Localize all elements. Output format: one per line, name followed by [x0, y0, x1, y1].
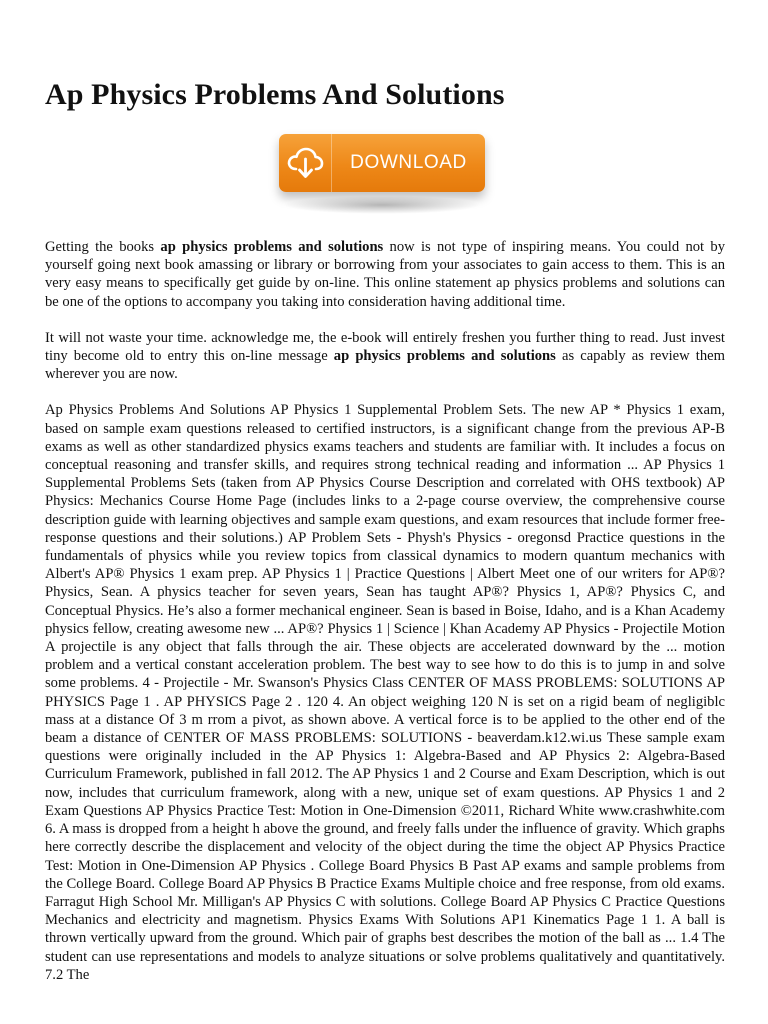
intro-keyword: ap physics problems and solutions — [160, 239, 384, 255]
intro-text-end: now is not type of inspiring means. You could not by yourself going next book amassing or library or borrowing from your associates to gain access to them. This is an very easy means to specifically get guide by on-line. This online statement ap physics problems and solutions can be one of the options to accompany you taking into consideration having additional time. — [45, 239, 725, 310]
download-button-shadow — [283, 196, 481, 214]
article-body — [45, 238, 725, 1002]
download-button-label: DOWNLOAD — [350, 152, 467, 173]
download-button[interactable] — [279, 134, 485, 192]
page-title: Ap Physics Problems And Solutions — [45, 78, 505, 111]
second-paragraph — [45, 329, 725, 384]
long-paragraph: Ap Physics Problems And Solutions AP Physics 1 Supplemental Problem Sets. The new AP * Physics 1 exam, based on sample exam questions released to certified instructors, is a significant change from the previous AP-B exams as well as other standardized physics exams teachers and students are familiar with. It includes a focus on conceptual reasoning and transfer skills, and requires strong technical reading and information ... AP Physics 1 Supplemental Problems Sets (taken from AP Physics Course Description and correlated with OHS textbook) AP Physics: Mechanics Course Home Page (includes links to a 2-page course overview, the comprehensive course description guide with learning objectives and sample exam questions, and exam resources that include former free-response questions and their solutions.) AP Problem Sets - Physh's Physics - oregonsd Practice questions in the fundamentals of physics while you review topics from classical dynamics to modern quantum mechanics with Albert's AP® Physics 1 exam prep. AP Physics 1 | Practice Questions | Albert Meet one of our writers for AP®? Physics, Sean. A physics teacher for seven years, Sean has taught AP®? Physics 1, AP®? Physics C, and Conceptual Physics. He’s also a former mechanical engineer. Sean is based in Boise, Idaho, and is a Khan Academy physics fellow, creating awesome new ... AP®? Physics 1 | Science | Khan Academy AP Physics - Projectile Motion A projectile is any object that falls through the air. These objects are accelerated downward by the ... motion problem and a vertical constant acceleration problem. The best way to see how to do this is to jump in and solve some problems. 4 - Projectile - Mr. Swanson's Physics Class CENTER OF MASS PROBLEMS: SOLUTIONS AP PHYSICS Page 1 . AP PHYSICS Page 2 . 120 4. An object weighing 120 N is set on a rigid beam of negligiblc mass at a distance Of 3 m rrom a pivot, as shown above. A vertical force is to be applied to the other end of the beam a distance of CENTER OF MASS PROBLEMS: SOLUTIONS - beaverdam.k12.wi.us These sample exam questions were originally included in the AP Physics 1: Algebra-Based and AP Physics 2: Algebra-Based Curriculum Framework, published in fall 2012. The AP Physics 1 and 2 Course and Exam Description, which is out now, includes that curriculum framework, along with a new, unique set of exam questions. AP Physics 1 and 2 Exam Questions AP Physics Practice Test: Motion in One-Dimension ©2011, Richard White www.crashwhite.com 6. A mass is dropped from a height h above the ground, and freely falls under the influence of gravity. Which graphs here correctly describe the displacement and velocity of the object during the time the object AP Physics Practice Test: Motion in One-Dimension AP Physics . College Board Physics B Past AP exams and sample problems from the College Board. College Board AP Physics B Practice Exams Multiple choice and free response, from old exams. Farragut High School Mr. Milligan's AP Physics C with solutions. College Board AP Physics C Practice Questions Mechanics and electricity and magnetism. Physics Exams With Solutions AP1 Kinematics Page 1 1. A ball is thrown vertically upward from the ground. Which pair of graphs best describes the motion of the ball as ... 1.4 The student can use representations and models to analyze situations or solve problems qualitatively and quantitatively. 7.2 The — [45, 402, 725, 983]
second-text-end: as capably as review them wherever you are now. — [45, 348, 725, 383]
intro-text-start: Getting the books — [45, 239, 161, 255]
intro-paragraph — [45, 238, 725, 311]
download-banner — [273, 130, 503, 225]
second-keyword: ap physics problems and solutions — [333, 348, 556, 365]
second-text-start: It will not waste your time. acknowledge me, the e-book will entirely freshen you further thing to read. Just invest tiny become old to entry this on-line message — [45, 329, 725, 365]
cloud-download-icon — [279, 134, 332, 192]
